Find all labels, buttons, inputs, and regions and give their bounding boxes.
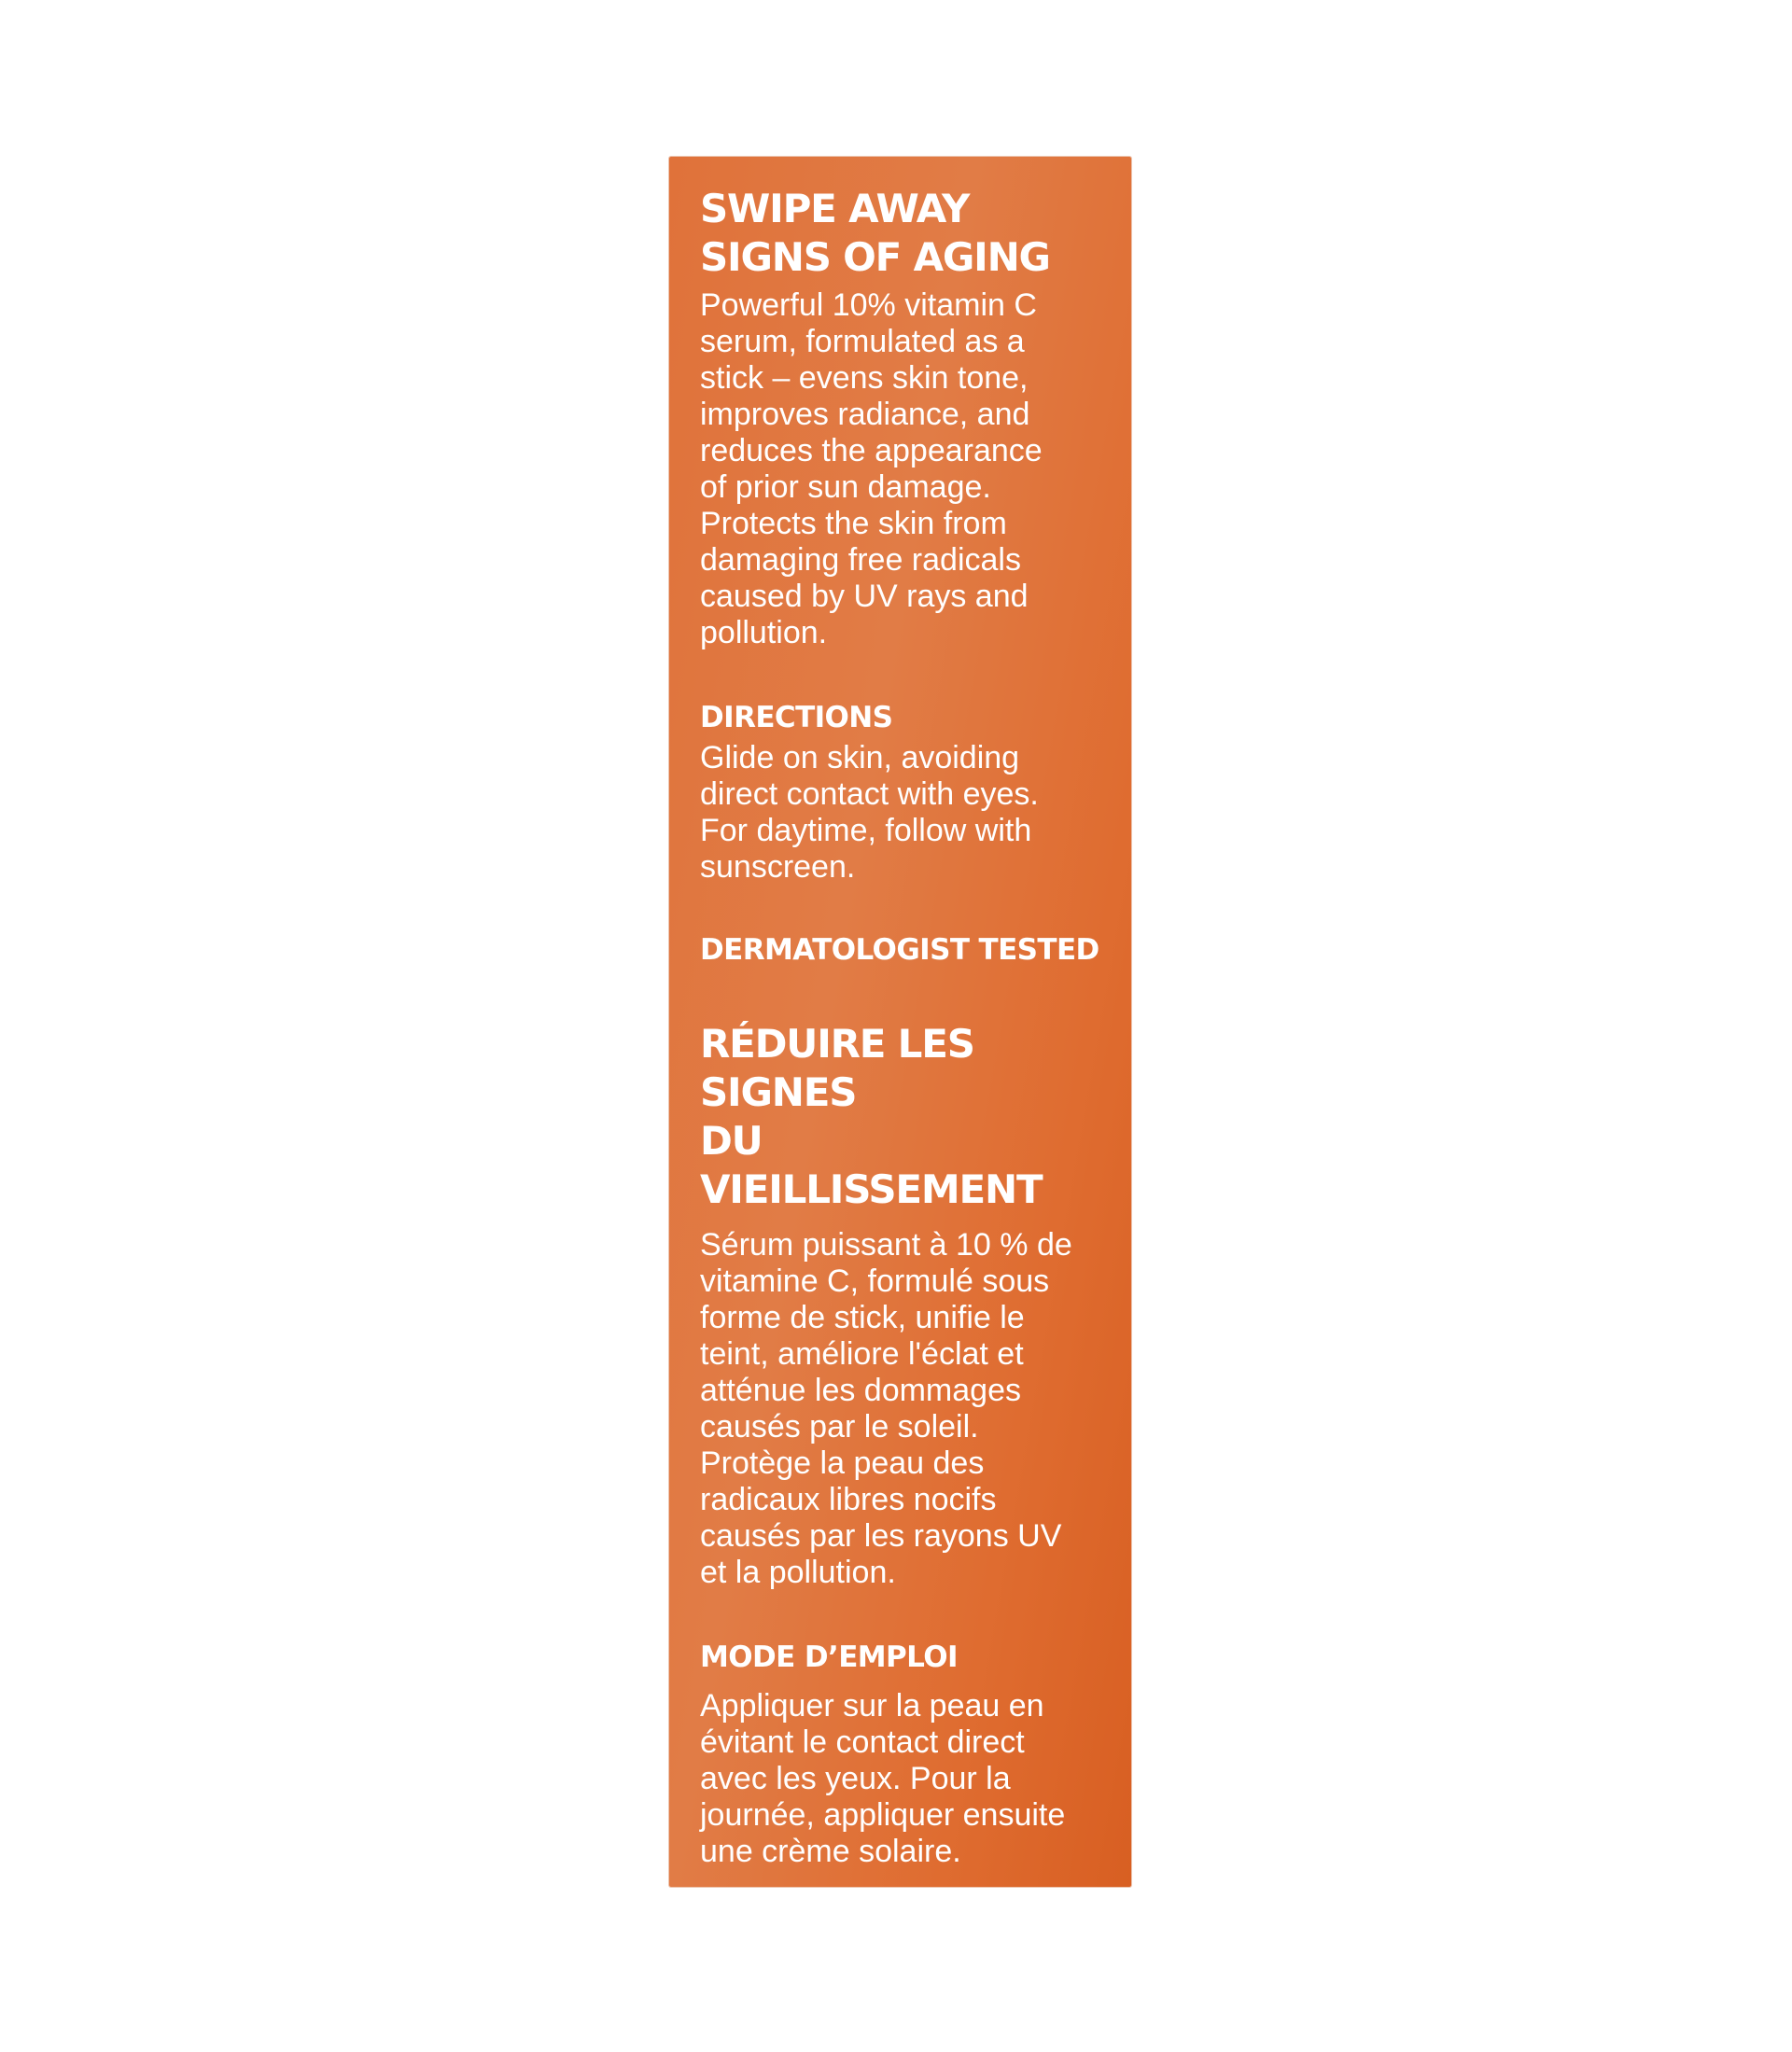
french-description xyxy=(700,1227,1113,1591)
french-directions-line: une crème solaire. xyxy=(700,1834,961,1869)
french-description-line: et la pollution. xyxy=(700,1555,896,1590)
french-description-line: causés par les rayons UV xyxy=(700,1518,1062,1554)
french-heading-line: DU VIEILLISSEMENT xyxy=(700,1118,1043,1212)
product-side-panel xyxy=(669,157,1131,1955)
english-directions xyxy=(700,740,1113,886)
english-description-line: pollution. xyxy=(700,615,828,650)
french-description-line: atténue les dommages xyxy=(700,1373,1021,1408)
french-description-line: teint, améliore l'éclat et xyxy=(700,1336,1024,1372)
english-description-line: improves radiance, and xyxy=(700,397,1030,432)
english-directions-line: sunscreen. xyxy=(700,849,856,885)
english-description-line: serum, formulated as a xyxy=(700,324,1025,359)
french-description-line: causés par le soleil. xyxy=(700,1409,979,1445)
french-directions-line: Appliquer sur la peau en xyxy=(700,1688,1044,1724)
english-heading-line: SWIPE AWAY xyxy=(700,186,970,231)
english-heading xyxy=(700,185,1113,282)
french-description-line: forme de stick, unifie le xyxy=(700,1300,1025,1335)
french-directions-line: évitant le contact direct xyxy=(700,1724,1025,1760)
english-description-line: of prior sun damage. xyxy=(700,469,991,505)
english-directions-line: direct contact with eyes. xyxy=(700,776,1039,812)
french-description-line: radicaux libres nocifs xyxy=(700,1482,997,1517)
french-directions xyxy=(700,1688,1113,1870)
french-heading xyxy=(700,1020,1113,1214)
english-directions-line: Glide on skin, avoiding xyxy=(700,740,1020,775)
french-heading-line: RÉDUIRE LES SIGNES xyxy=(700,1021,974,1115)
french-description-line: vitamine C, formulé sous xyxy=(700,1263,1050,1299)
english-dermatologist-claim: DERMATOLOGIST TESTED xyxy=(700,933,1099,967)
french-description-line: Sérum puissant à 10 % de xyxy=(700,1227,1072,1263)
english-directions-title: DIRECTIONS xyxy=(700,701,893,734)
english-description-line: damaging free radicals xyxy=(700,542,1021,578)
french-description-line: Protège la peau des xyxy=(700,1445,985,1481)
french-directions-line: avec les yeux. Pour la xyxy=(700,1761,1011,1796)
english-description-line: Protects the skin from xyxy=(700,506,1007,541)
english-directions-line: For daytime, follow with xyxy=(700,813,1032,848)
english-description-line: stick – evens skin tone, xyxy=(700,360,1029,396)
english-heading-line: SIGNS OF AGING xyxy=(700,234,1050,280)
english-description xyxy=(700,287,1113,651)
english-description-line: reduces the appearance xyxy=(700,433,1043,468)
french-directions-title: MODE D’EMPLOI xyxy=(700,1640,958,1674)
french-directions-line: journée, appliquer ensuite xyxy=(700,1797,1066,1833)
french-dermatologist-claim: DERMO-TESTÉ xyxy=(700,1921,922,1955)
english-description-line: caused by UV rays and xyxy=(700,579,1029,614)
english-description-line: Powerful 10% vitamin C xyxy=(700,287,1037,323)
